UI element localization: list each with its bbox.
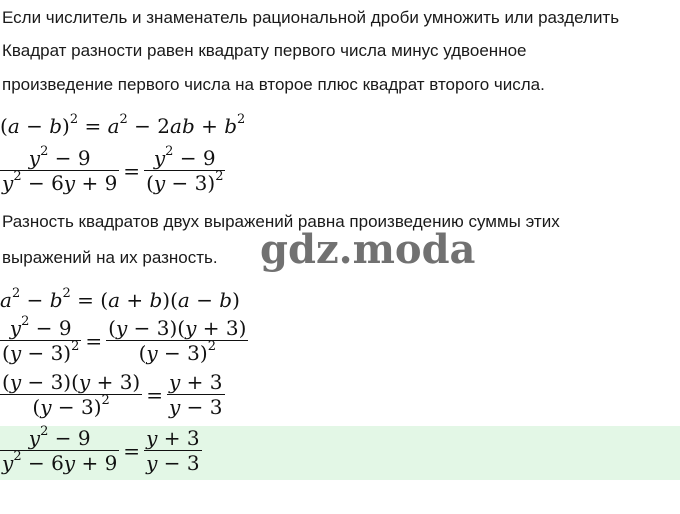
rule-difference-squares-2: выражений на их разность. [2,248,218,267]
formula-difference-squares: $a^2 - b^2 = (a + b)(a - b)$ [0,286,240,312]
rule-difference-squares-1: Разность квадратов двух выражений равна произведению суммы этих [2,212,560,231]
equation-step-2: $\frac{y^2 - 9}{(y - 3)^2}$ = $\frac{(y - 3)(y + 3)}{(y - 3)^2}$ [2,314,247,365]
rule-square-difference-1: Квадрат разности равен квадрату первого числа минус удвоенное [2,41,527,60]
formula-square-difference: $(a - b)^2 = a^2 - 2ab + b^2$ [0,112,246,138]
watermark-logo: gdz.moda [260,226,476,273]
equation-result: $\frac{y^2 - 9}{y^2 - 6y + 9}$ = $\frac{y + 3}{y - 3}$ [2,424,200,475]
rule-square-difference-2: произведение первого числа на второе плюс квадрат второго числа. [2,75,545,94]
equation-step-3: $\frac{(y - 3)(y + 3)}{(y - 3)^2}$ = $\frac{y + 3}{y - 3}$ [2,370,223,419]
equation-step-1: $\frac{y^2 - 9}{y^2 - 6y + 9}$ = $\frac{y^2 - 9}{(y - 3)^2}$ [2,144,224,195]
text-line-1: Если числитель и знаменатель рациональной дроби умножить или разделить [2,8,620,27]
